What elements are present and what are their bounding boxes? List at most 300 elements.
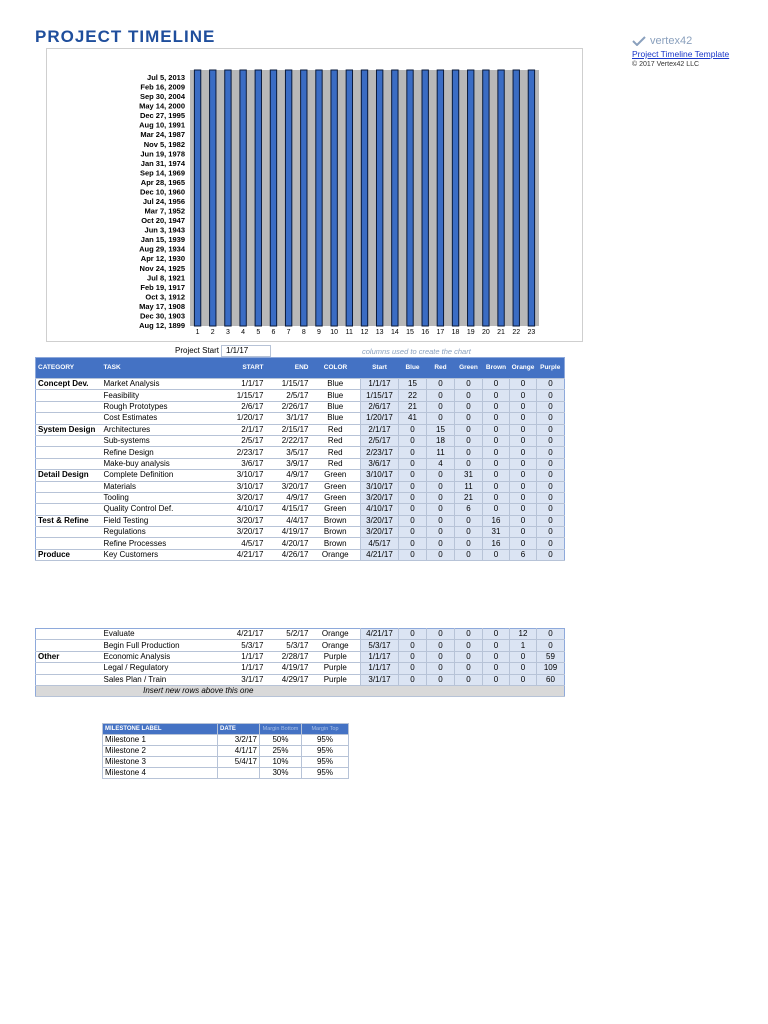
task-end-cell[interactable]: 2/28/17 — [266, 651, 311, 662]
chart-helper-cell: 0 — [537, 447, 565, 458]
milestone-date-cell[interactable]: 5/4/17 — [218, 757, 260, 768]
chart-helper-cell: 1/15/17 — [361, 390, 399, 401]
header-color: COLOR — [311, 358, 361, 379]
chart-helper-cell: 21 — [455, 492, 483, 503]
chart-helper-cell: 4/21/17 — [361, 549, 399, 560]
chart-helper-cell: 16 — [483, 515, 510, 526]
task-name-cell[interactable]: Architectures — [102, 424, 221, 435]
timeline-chart-svg — [47, 49, 582, 341]
chart-helper-cell: 0 — [483, 674, 510, 685]
chart-helper-cell: 3/10/17 — [361, 470, 399, 481]
chart-helper-cell: 0 — [537, 413, 565, 424]
task-end-cell[interactable]: 4/9/17 — [266, 470, 311, 481]
table-row — [36, 527, 565, 538]
task-category-cell[interactable] — [36, 447, 102, 458]
task-start-cell[interactable]: 1/20/17 — [221, 413, 266, 424]
table-row — [36, 481, 565, 492]
task-category-cell[interactable] — [36, 390, 102, 401]
task-color-cell[interactable]: Green — [311, 492, 361, 503]
task-color-cell[interactable]: Blue — [311, 401, 361, 412]
milestone-label-cell[interactable]: Milestone 1 — [103, 735, 218, 746]
chart-helper-cell: 0 — [399, 549, 427, 560]
chart-helper-cell: 0 — [537, 481, 565, 492]
chart-bar — [346, 70, 352, 326]
task-end-cell[interactable]: 4/20/17 — [266, 538, 311, 549]
y-tick-label: Jan 31, 1974 — [140, 158, 185, 168]
task-category-cell[interactable] — [36, 663, 102, 674]
chart-helper-cell: 0 — [399, 527, 427, 538]
brand-block — [632, 34, 762, 68]
chart-helper-cell: 3/20/17 — [361, 527, 399, 538]
x-tick-label: 2 — [210, 329, 215, 336]
chart-helper-cell: 0 — [427, 549, 455, 560]
task-color-cell[interactable]: Green — [311, 481, 361, 492]
task-end-cell[interactable]: 3/20/17 — [266, 481, 311, 492]
chart-helper-cell: 0 — [427, 629, 455, 640]
chart-helper-cell: 0 — [483, 492, 510, 503]
chart-helper-cell: 0 — [537, 401, 565, 412]
task-start-cell[interactable]: 5/3/17 — [221, 640, 266, 651]
task-end-cell[interactable]: 2/15/17 — [266, 424, 311, 435]
task-color-cell[interactable]: Purple — [311, 674, 361, 685]
task-end-cell[interactable]: 5/2/17 — [266, 629, 311, 640]
chart-helper-cell: 4/5/17 — [361, 538, 399, 549]
chart-helper-cell: 11 — [455, 481, 483, 492]
chart-helper-cell: 0 — [483, 640, 510, 651]
task-end-cell[interactable]: 3/5/17 — [266, 447, 311, 458]
chart-bar — [452, 70, 458, 326]
task-category-cell[interactable]: Concept Dev. — [36, 379, 102, 390]
header-side-orange: Orange — [510, 358, 537, 379]
project-start-input[interactable]: 1/1/17 — [221, 345, 271, 357]
task-name-cell[interactable]: Refine Design — [102, 447, 221, 458]
chart-helper-cell: 1/20/17 — [361, 413, 399, 424]
project-start-label: Project Start — [175, 346, 220, 355]
task-category-cell[interactable]: System Design — [36, 424, 102, 435]
task-color-cell[interactable]: Orange — [311, 629, 361, 640]
task-table-header — [36, 358, 565, 379]
chart-helper-cell: 0 — [427, 504, 455, 515]
chart-helper-cell: 0 — [483, 504, 510, 515]
chart-helper-cell: 0 — [427, 538, 455, 549]
chart-helper-cell: 0 — [427, 651, 455, 662]
task-start-cell[interactable]: 1/1/17 — [221, 379, 266, 390]
chart-bar — [270, 70, 276, 326]
chart-helper-cell: 0 — [399, 651, 427, 662]
task-category-cell[interactable] — [36, 629, 102, 640]
chart-helper-cell: 0 — [537, 390, 565, 401]
chart-helper-cell: 0 — [483, 663, 510, 674]
task-name-cell[interactable]: Key Customers — [102, 549, 221, 560]
chart-helper-cell: 6 — [510, 549, 537, 560]
table-row — [36, 470, 565, 481]
chart-helper-cell: 0 — [399, 470, 427, 481]
chart-helper-cell: 0 — [537, 515, 565, 526]
chart-helper-cell: 3/20/17 — [361, 515, 399, 526]
task-end-cell[interactable]: 3/1/17 — [266, 413, 311, 424]
insert-rows-marker — [36, 685, 565, 696]
table-row — [36, 663, 565, 674]
chart-bar — [225, 70, 231, 326]
milestone-date-cell[interactable]: 4/1/17 — [218, 746, 260, 757]
task-category-cell[interactable] — [36, 401, 102, 412]
task-start-cell[interactable]: 4/21/17 — [221, 629, 266, 640]
chart-helper-cell: 0 — [399, 663, 427, 674]
table-row — [36, 379, 565, 390]
chart-helper-cell: 18 — [427, 435, 455, 446]
chart-helper-cell: 0 — [483, 481, 510, 492]
task-end-cell[interactable]: 4/19/17 — [266, 527, 311, 538]
chart-helper-cell: 0 — [510, 401, 537, 412]
chart-bar — [468, 70, 474, 326]
task-start-cell[interactable]: 1/1/17 — [221, 663, 266, 674]
chart-helper-cell: 0 — [427, 481, 455, 492]
task-end-cell[interactable]: 4/4/17 — [266, 515, 311, 526]
x-tick-label: 20 — [481, 329, 490, 336]
chart-helper-cell: 0 — [510, 379, 537, 390]
table-row — [36, 458, 565, 469]
task-category-cell[interactable] — [36, 413, 102, 424]
task-color-cell[interactable]: Blue — [311, 379, 361, 390]
x-tick-label: 6 — [271, 329, 276, 336]
task-end-cell[interactable]: 2/26/17 — [266, 401, 311, 412]
chart-helper-cell: 2/6/17 — [361, 401, 399, 412]
task-end-cell[interactable]: 3/9/17 — [266, 458, 311, 469]
task-name-cell[interactable]: Sales Plan / Train — [102, 674, 221, 685]
chart-helper-cell: 0 — [537, 424, 565, 435]
chart-helper-cell: 0 — [455, 424, 483, 435]
task-start-cell[interactable]: 4/5/17 — [221, 538, 266, 549]
milestone-margin-bottom-cell[interactable]: 50% — [260, 735, 302, 746]
task-color-cell[interactable]: Brown — [311, 515, 361, 526]
task-color-cell[interactable]: Red — [311, 447, 361, 458]
x-tick-label: 4 — [241, 329, 246, 336]
table-row — [36, 640, 565, 651]
chart-helper-cell: 31 — [483, 527, 510, 538]
page-title: PROJECT TIMELINE — [35, 27, 216, 42]
milestone-date-cell[interactable]: 3/2/17 — [218, 735, 260, 746]
task-category-cell[interactable]: Detail Design — [36, 470, 102, 481]
milestone-margin-top-cell[interactable]: 95% — [302, 735, 349, 746]
task-name-cell[interactable]: Begin Full Production — [102, 640, 221, 651]
task-name-cell[interactable]: Quality Control Def. — [102, 504, 221, 515]
milestone-row — [103, 735, 349, 746]
task-color-cell[interactable]: Red — [311, 458, 361, 469]
y-tick-label: Mar 24, 1987 — [140, 130, 185, 140]
chart-bar — [255, 70, 261, 326]
task-category-cell[interactable] — [36, 640, 102, 651]
task-end-cell[interactable]: 2/5/17 — [266, 390, 311, 401]
task-start-cell[interactable]: 3/1/17 — [221, 674, 266, 685]
task-color-cell[interactable]: Brown — [311, 527, 361, 538]
chart-helper-cell: 0 — [510, 674, 537, 685]
chart-bar — [528, 70, 534, 326]
chart-helper-cell: 1/1/17 — [361, 379, 399, 390]
milestone-label-cell[interactable]: Milestone 4 — [103, 768, 218, 779]
chart-helper-cell: 0 — [510, 424, 537, 435]
task-name-cell[interactable]: Regulations — [102, 527, 221, 538]
task-color-cell[interactable]: Red — [311, 435, 361, 446]
task-start-cell[interactable]: 2/1/17 — [221, 424, 266, 435]
task-color-cell[interactable]: Orange — [311, 640, 361, 651]
milestone-margin-bottom-cell[interactable]: 10% — [260, 757, 302, 768]
task-start-cell[interactable]: 3/20/17 — [221, 515, 266, 526]
milestone-row — [103, 757, 349, 768]
task-end-cell[interactable]: 4/19/17 — [266, 663, 311, 674]
table-row — [36, 447, 565, 458]
task-category-cell[interactable] — [36, 492, 102, 503]
task-name-cell[interactable]: Sub-systems — [102, 435, 221, 446]
chart-helper-cell: 0 — [510, 470, 537, 481]
chart-helper-cell: 0 — [427, 663, 455, 674]
chart-helper-cell: 0 — [483, 413, 510, 424]
task-name-cell[interactable]: Make-buy analysis — [102, 458, 221, 469]
chart-helper-cell: 0 — [399, 538, 427, 549]
header-milestone-label: MILESTONE LABEL — [103, 724, 218, 735]
chart-bar — [331, 70, 337, 326]
task-start-cell[interactable]: 3/20/17 — [221, 492, 266, 503]
chart-helper-cell: 3/1/17 — [361, 674, 399, 685]
task-name-cell[interactable]: Complete Definition — [102, 470, 221, 481]
task-start-cell[interactable]: 3/10/17 — [221, 470, 266, 481]
task-start-cell[interactable]: 1/1/17 — [221, 651, 266, 662]
task-category-cell[interactable] — [36, 504, 102, 515]
table-row — [36, 538, 565, 549]
chart-helper-cell: 0 — [537, 538, 565, 549]
task-color-cell[interactable]: Blue — [311, 390, 361, 401]
table-row — [36, 424, 565, 435]
x-tick-label: 22 — [512, 329, 521, 336]
header-side-blue: Blue — [399, 358, 427, 379]
chart-helper-cell: 0 — [455, 435, 483, 446]
task-category-cell[interactable]: Test & Refine — [36, 515, 102, 526]
chart-helper-cell: 0 — [537, 379, 565, 390]
chart-helper-cell: 0 — [537, 527, 565, 538]
y-tick-label: Jun 3, 1943 — [144, 225, 185, 235]
task-category-cell[interactable]: Produce — [36, 549, 102, 560]
x-tick-label: 23 — [527, 329, 536, 336]
y-tick-label: Jul 24, 1956 — [142, 197, 185, 206]
task-color-cell[interactable]: Brown — [311, 538, 361, 549]
chart-helper-cell: 0 — [510, 458, 537, 469]
task-table-continued — [35, 628, 565, 697]
task-start-cell[interactable]: 4/10/17 — [221, 504, 266, 515]
chart-helper-cell: 2/1/17 — [361, 424, 399, 435]
chart-helper-cell: 0 — [427, 527, 455, 538]
task-name-cell[interactable]: Materials — [102, 481, 221, 492]
project-start-row — [35, 345, 570, 357]
task-end-cell[interactable]: 1/15/17 — [266, 379, 311, 390]
header-category: CATEGORY — [36, 358, 102, 379]
milestone-margin-bottom-cell[interactable]: 30% — [260, 768, 302, 779]
chart-helper-cell: 0 — [510, 481, 537, 492]
chart-helper-cell: 3/6/17 — [361, 458, 399, 469]
task-color-cell[interactable]: Green — [311, 470, 361, 481]
chart-helper-cell: 0 — [399, 424, 427, 435]
task-color-cell[interactable]: Blue — [311, 413, 361, 424]
x-tick-label: 14 — [390, 329, 399, 336]
chart-helper-cell: 15 — [399, 379, 427, 390]
chart-helper-cell: 0 — [510, 504, 537, 515]
chart-helper-cell: 109 — [537, 663, 565, 674]
task-category-cell[interactable] — [36, 458, 102, 469]
x-tick-label: 17 — [436, 329, 445, 336]
task-start-cell[interactable]: 1/15/17 — [221, 390, 266, 401]
chart-bar — [498, 70, 504, 326]
header-side-start: Start — [361, 358, 399, 379]
y-tick-label: Aug 12, 1899 — [139, 321, 185, 330]
milestone-margin-top-cell[interactable]: 95% — [302, 768, 349, 779]
chart-bar — [240, 70, 246, 326]
task-start-cell[interactable]: 4/21/17 — [221, 549, 266, 560]
milestone-label-cell[interactable]: Milestone 2 — [103, 746, 218, 757]
chart-helper-cell: 5/3/17 — [361, 640, 399, 651]
task-name-cell[interactable]: Legal / Regulatory — [102, 663, 221, 674]
chart-helper-cell: 0 — [455, 515, 483, 526]
chart-helper-cell: 0 — [399, 640, 427, 651]
chart-helper-cell: 0 — [399, 515, 427, 526]
chart-helper-cell: 0 — [537, 470, 565, 481]
chart-helper-cell: 0 — [455, 413, 483, 424]
task-name-cell[interactable]: Tooling — [102, 492, 221, 503]
chart-helper-cell: 0 — [455, 527, 483, 538]
chart-helper-cell: 0 — [399, 481, 427, 492]
header-margin-bottom: Margin Bottom — [260, 724, 302, 735]
task-name-cell[interactable]: Cost Estimates — [102, 413, 221, 424]
task-category-cell[interactable] — [36, 435, 102, 446]
table-row — [36, 401, 565, 412]
chart-helper-cell: 0 — [483, 629, 510, 640]
task-name-cell[interactable]: Feasibility — [102, 390, 221, 401]
task-category-cell[interactable] — [36, 527, 102, 538]
chart-helper-cell: 0 — [510, 651, 537, 662]
task-category-cell[interactable] — [36, 674, 102, 685]
header-end: END — [266, 358, 311, 379]
chart-helper-cell: 2/23/17 — [361, 447, 399, 458]
y-tick-label: Sep 30, 2004 — [139, 92, 185, 102]
task-color-cell[interactable]: Orange — [311, 549, 361, 560]
task-color-cell[interactable]: Purple — [311, 651, 361, 662]
chart-helper-cell: 0 — [427, 401, 455, 412]
chart-helper-cell: 12 — [510, 629, 537, 640]
x-tick-label: 8 — [301, 329, 306, 336]
x-tick-label: 15 — [406, 329, 414, 336]
chart-helper-cell: 0 — [537, 549, 565, 560]
milestone-header — [103, 724, 349, 735]
chart-helper-cell: 21 — [399, 401, 427, 412]
task-name-cell[interactable]: Market Analysis — [102, 379, 221, 390]
task-end-cell[interactable]: 2/22/17 — [266, 435, 311, 446]
chart-helper-cell: 0 — [427, 640, 455, 651]
chart-helper-cell: 1/1/17 — [361, 663, 399, 674]
y-tick-label: May 14, 2000 — [139, 101, 185, 111]
task-color-cell[interactable]: Purple — [311, 663, 361, 674]
task-start-cell[interactable]: 3/20/17 — [221, 527, 266, 538]
milestone-row — [103, 768, 349, 779]
chart-helper-cell: 0 — [510, 663, 537, 674]
task-end-cell[interactable]: 5/3/17 — [266, 640, 311, 651]
task-start-cell[interactable]: 3/6/17 — [221, 458, 266, 469]
chart-bar — [285, 70, 291, 326]
milestone-margin-bottom-cell[interactable]: 25% — [260, 746, 302, 757]
task-start-cell[interactable]: 2/23/17 — [221, 447, 266, 458]
task-name-cell[interactable]: Rough Prototypes — [102, 401, 221, 412]
x-tick-label: 3 — [225, 329, 230, 336]
chart-helper-cell: 0 — [510, 527, 537, 538]
chart-helper-cell: 0 — [399, 504, 427, 515]
y-tick-label: Jul 5, 2013 — [147, 73, 185, 82]
y-tick-label: Mar 7, 1952 — [144, 206, 185, 216]
chart-helper-cell: 0 — [510, 538, 537, 549]
chart-helper-cell: 0 — [510, 447, 537, 458]
insert-rows-text: Insert new rows above this one — [36, 685, 361, 696]
x-tick-label: 7 — [286, 329, 291, 336]
y-tick-label: Dec 10, 1960 — [139, 187, 185, 197]
chart-helper-cell: 2/5/17 — [361, 435, 399, 446]
task-start-cell[interactable]: 2/6/17 — [221, 401, 266, 412]
y-tick-label: Feb 16, 2009 — [140, 82, 185, 92]
task-category-cell[interactable] — [36, 538, 102, 549]
chart-helper-cell: 0 — [510, 435, 537, 446]
milestone-label-cell[interactable]: Milestone 3 — [103, 757, 218, 768]
x-tick-label: 18 — [451, 329, 460, 336]
task-color-cell[interactable]: Red — [311, 424, 361, 435]
chart-helper-cell: 0 — [399, 629, 427, 640]
chart-helper-cell: 59 — [537, 651, 565, 662]
chart-helper-cell: 0 — [483, 379, 510, 390]
task-name-cell[interactable]: Refine Processes — [102, 538, 221, 549]
y-tick-label: May 17, 1908 — [139, 301, 185, 311]
milestone-margin-top-cell[interactable]: 95% — [302, 746, 349, 757]
task-name-cell[interactable]: Field Testing — [102, 515, 221, 526]
chart-helper-cell: 0 — [455, 651, 483, 662]
chart-helper-cell: 0 — [455, 549, 483, 560]
task-color-cell[interactable]: Green — [311, 504, 361, 515]
task-name-cell[interactable]: Evaluate — [102, 629, 221, 640]
y-tick-label: Oct 20, 1947 — [141, 216, 185, 226]
chart-helper-cell: 16 — [483, 538, 510, 549]
chart-helper-cell: 0 — [483, 458, 510, 469]
task-category-cell[interactable] — [36, 481, 102, 492]
chart-helper-cell: 0 — [510, 515, 537, 526]
task-category-cell[interactable]: Other — [36, 651, 102, 662]
task-end-cell[interactable]: 4/26/17 — [266, 549, 311, 560]
chart-helper-cell: 41 — [399, 413, 427, 424]
milestone-margin-top-cell[interactable]: 95% — [302, 757, 349, 768]
task-end-cell[interactable]: 4/15/17 — [266, 504, 311, 515]
task-end-cell[interactable]: 4/29/17 — [266, 674, 311, 685]
chart-helper-cell: 0 — [455, 538, 483, 549]
x-tick-label: 13 — [375, 329, 384, 336]
task-start-cell[interactable]: 2/5/17 — [221, 435, 266, 446]
chart-helper-cell: 0 — [483, 424, 510, 435]
chart-helper-cell: 0 — [427, 492, 455, 503]
table-row — [36, 651, 565, 662]
y-tick-label: Jul 8, 1921 — [147, 273, 185, 283]
task-start-cell[interactable]: 3/10/17 — [221, 481, 266, 492]
chart-helper-cell: 0 — [537, 629, 565, 640]
milestone-date-cell[interactable] — [218, 768, 260, 779]
template-link[interactable]: Project Timeline Template — [632, 49, 730, 59]
table-row — [36, 504, 565, 515]
task-name-cell[interactable]: Economic Analysis — [102, 651, 221, 662]
chart-helper-cell: 0 — [399, 435, 427, 446]
chart-helper-cell: 0 — [427, 390, 455, 401]
header-side-red: Red — [427, 358, 455, 379]
task-end-cell[interactable]: 4/9/17 — [266, 492, 311, 503]
chart-bar — [422, 70, 428, 326]
x-tick-label: 16 — [421, 329, 430, 336]
